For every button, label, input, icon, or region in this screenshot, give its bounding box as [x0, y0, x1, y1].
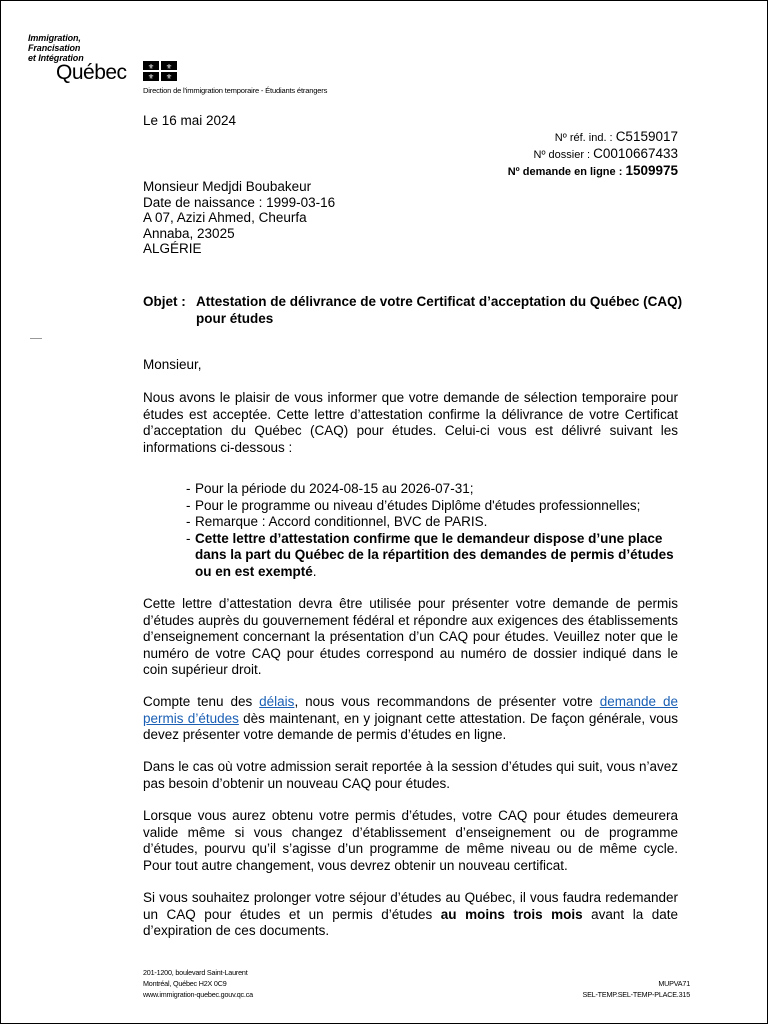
footer-code-2: SEL-TEMP.SEL-TEMP-PLACE.315 — [582, 990, 690, 999]
list-item-text: Pour le programme ou niveau d’études Diplôme d'études professionnelles; — [195, 497, 641, 513]
svg-text:⚜: ⚜ — [147, 63, 155, 71]
margin-mark — [30, 338, 42, 339]
org-name — [28, 33, 84, 63]
footer-codes — [582, 978, 690, 1000]
svg-text:⚜: ⚜ — [147, 73, 155, 81]
recipient-birthdate: Date de naissance : 1999-03-16 — [143, 194, 336, 210]
footer-address-line-1: 201-1200, boulevard Saint-Laurent — [143, 968, 248, 977]
paragraph-validity: Lorsque vous aurez obtenu votre permis d’études, votre CAQ pour études demeurera valide même si vous changez d’établissement d’enseignement ou de programme d’études, pourvu qu’il s’agisse d’un programme de même niveau ou de même cycle. Pour tout autre changement, vous devrez obtenir un nouveau certificat. — [143, 808, 678, 873]
dossier-label: Nº dossier : — [533, 149, 591, 161]
footer-code-1: MUPVA71 — [658, 979, 690, 988]
subject — [143, 293, 683, 327]
recipient-street: A 07, Azizi Ahmed, Cheurfa — [143, 210, 307, 225]
text-fragment: , nous vous recommandons de présenter votre — [294, 694, 600, 709]
list-item-text: Remarque : Accord conditionnel, BVC de PARIS. — [195, 514, 488, 529]
list-item: - Remarque : Accord conditionnel, BVC de PARIS. — [186, 514, 488, 529]
demande-row — [508, 163, 678, 180]
recipient-address — [143, 179, 335, 257]
footer-address-line-2: Montréal, Québec H2X 0C9 — [143, 979, 227, 988]
ref-ind-label: Nº réf. ind. : — [554, 132, 613, 144]
text-fragment: Si vous souhaitez prolonger votre séjour d’études au Québec, il vous faudra redemander un CAQ pour études et un permis d’études — [143, 890, 678, 922]
dossier-value: C0010667433 — [593, 146, 678, 161]
bold-fragment: au moins trois mois — [440, 906, 583, 922]
dossier-row — [508, 146, 678, 163]
delais-link[interactable]: délais — [259, 694, 295, 709]
paragraph-acceptance: Nous avons le plaisir de vous informer que votre demande de sélection temporaire pour études est acceptée. Cette lettre d’attestation confirme la délivrance de votre Certificat d’acceptation du Québec (CAQ) pour études. Celui-ci vous est délivré suivant les informations ci-dessous : — [143, 390, 678, 455]
paragraph-usage: Cette lettre d’attestation devra être utilisée pour présenter votre demande de permis d’études auprès du gouvernement fédéral et répondre aux exigences des établissements d’enseignement concernant la présentation d’un CAQ pour études. Veuillez noter que le numéro de votre CAQ pour études correspond au numéro de dossier indiqué dans le coin supérieur droit. — [143, 596, 678, 677]
org-line-1: Immigration, — [28, 33, 81, 43]
bold-statement: Cette lettre d’attestation confirme que le demandeur dispose d’une place dans la part du Québec de la répartition des demandes de permis d’études ou en est exempté — [195, 530, 674, 579]
svg-text:⚜: ⚜ — [165, 63, 173, 71]
direction-line: Direction de l'immigration temporaire - Étudiants étrangers — [143, 86, 328, 95]
subject-text: Attestation de délivrance de votre Certificat d’acceptation du Québec (CAQ) pour études — [196, 294, 683, 326]
subject-label: Objet : — [143, 294, 186, 309]
text-fragment: Compte tenu des — [143, 694, 260, 709]
demande-value: 1509975 — [625, 163, 678, 178]
permis-etudes-link[interactable]: demande de permis d’études — [143, 694, 678, 726]
letter-date: Le 16 mai 2024 — [143, 113, 237, 128]
list-item-text — [195, 531, 686, 581]
footer-address — [143, 967, 253, 1000]
paragraph-postponement: Dans le cas où votre admission serait reportée à la session d’études qui suit, vous n’avez pas besoin d’obtenir un nouveau CAQ pour études. — [143, 759, 678, 791]
greeting: Monsieur, — [143, 357, 202, 372]
text-fragment: dès maintenant, en y joignant cette attestation. De façon générale, vous devez présenter votre demande de permis d’études en ligne. — [143, 710, 678, 742]
reference-block — [508, 129, 678, 180]
list-item-text: Pour la période du 2024-08-15 au 2026-07-31; — [195, 481, 474, 496]
quebec-wordmark: Québec — [56, 61, 127, 84]
text-fragment: avant la date d’expiration de ces documents. — [143, 906, 679, 938]
list-item: - Pour la période du 2024-08-15 au 2026-07-31; — [186, 481, 474, 496]
list-item: - Pour le programme ou niveau d’études Diplôme d'études professionnelles; — [186, 497, 641, 513]
paragraph-recommendation — [143, 694, 678, 744]
footer-website: www.immigration-quebec.gouv.qc.ca — [143, 990, 253, 999]
paragraph-extension — [143, 890, 678, 940]
svg-text:⚜: ⚜ — [165, 73, 173, 81]
recipient-name: Monsieur Medjdi Boubakeur — [143, 179, 312, 194]
quebec-flag-icon — [143, 61, 177, 86]
org-line-3: et Intégration — [28, 53, 84, 63]
recipient-country: ALGÉRIE — [143, 241, 202, 256]
statement-period: . — [312, 563, 317, 579]
recipient-city: Annaba, 23025 — [143, 225, 235, 241]
demande-label: Nº demande en ligne : — [507, 166, 623, 178]
list-item: - Cette lettre d’attestation confirme que le demandeur dispose d’une place dans la part du Québec de la répartition des demandes de permis d’études ou en est exempté. — [186, 531, 686, 581]
details-list — [186, 481, 686, 580]
ref-ind-row — [508, 129, 678, 146]
ref-ind-value: C5159017 — [615, 129, 678, 144]
org-line-2: Francisation — [28, 43, 81, 53]
